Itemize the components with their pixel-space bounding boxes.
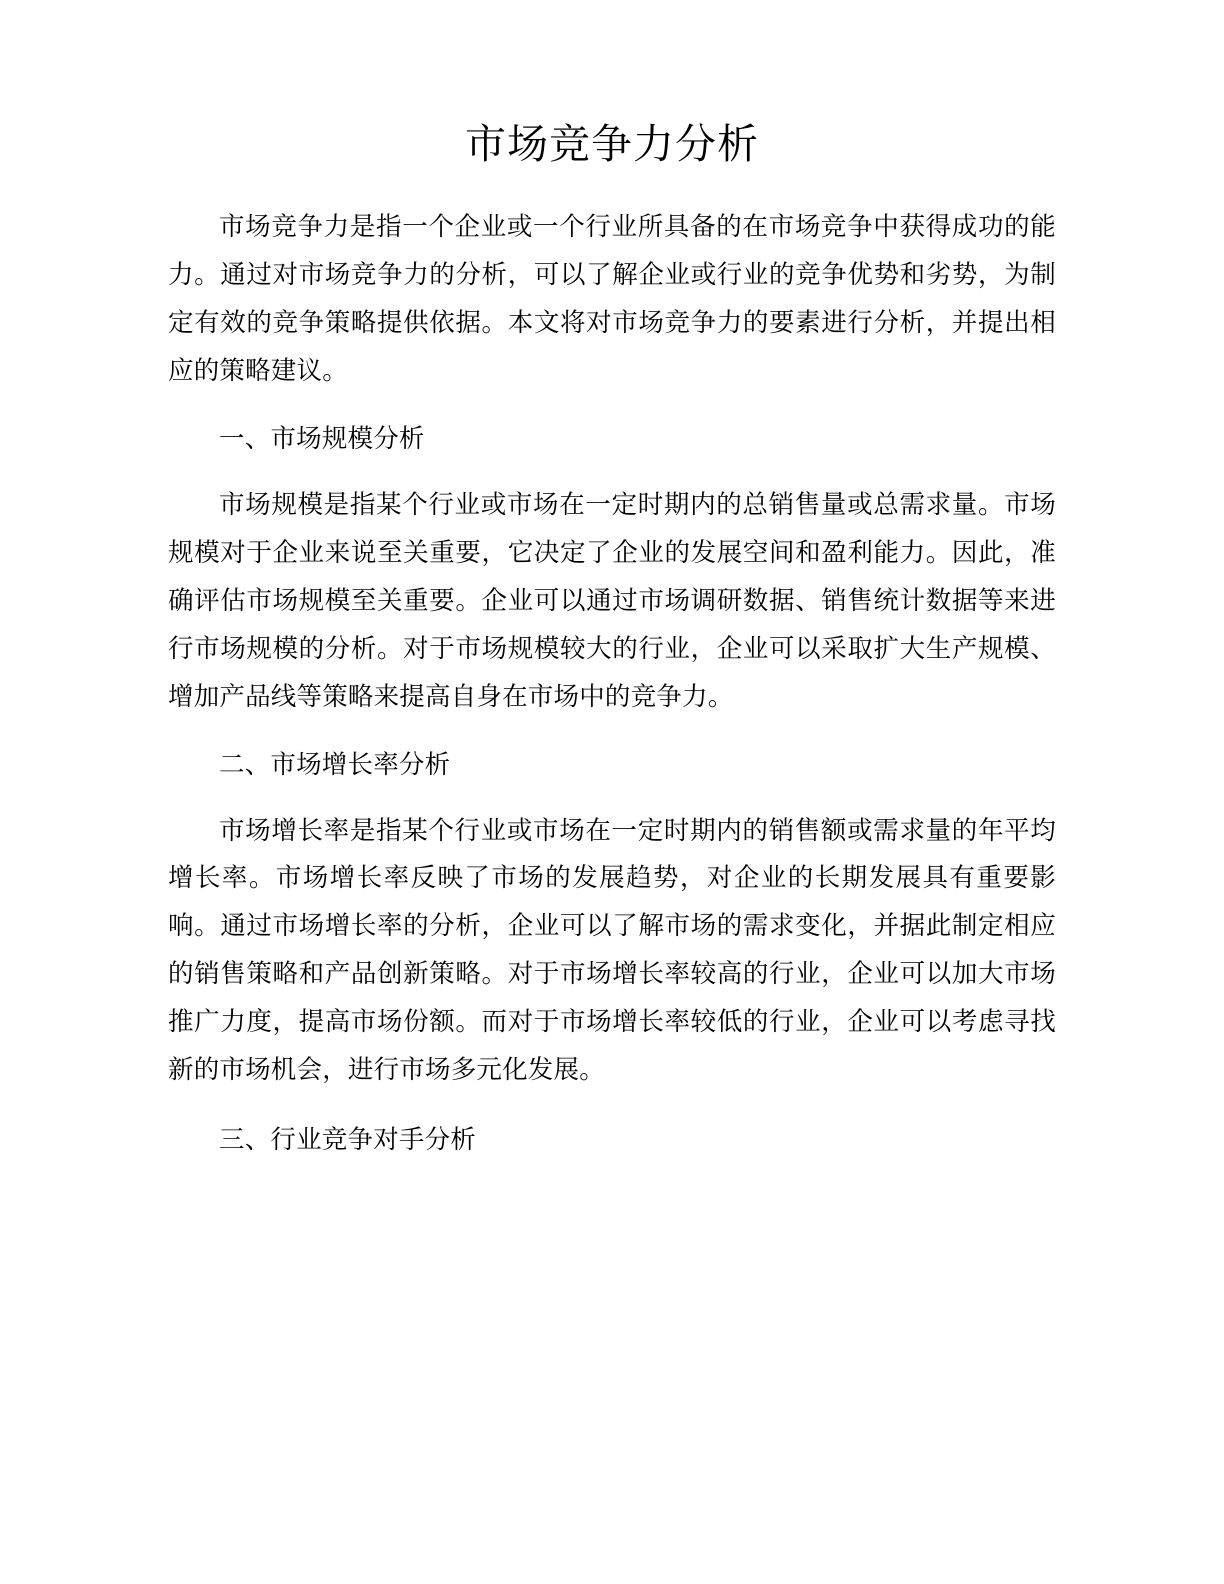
- paragraph-intro: 市场竞争力是指一个企业或一个行业所具备的在市场竞争中获得成功的能力。通过对市场竞争力的分析，可以了解企业或行业的竞争优势和劣势，为制定有效的竞争策略提供依据。本文将对市场竞争力的要素进行分析，并提出相应的策略建议。: [168, 212, 1056, 385]
- paragraph-market-size: 市场规模是指某个行业或市场在一定时期内的总销售量或总需求量。市场规模对于企业来说至关重要，它决定了企业的发展空间和盈利能力。因此，准确评估市场规模至关重要。企业可以通过市场调研数据、销售统计数据等来进行市场规模的分析。对于市场规模较大的行业，企业可以采取扩大生产规模、增加产品线等策略来提高自身在市场中的竞争力。: [168, 489, 1056, 711]
- paragraph-growth-rate: 市场增长率是指某个行业或市场在一定时期内的销售额或需求量的年平均增长率。市场增长率反映了市场的发展趋势，对企业的长期发展具有重要影响。通过市场增长率的分析，企业可以了解市场的需求变化，并据此制定相应的销售策略和产品创新策略。对于市场增长率较高的行业，企业可以加大市场推广力度，提高市场份额。而对于市场增长率较低的行业，企业可以考虑寻找新的市场机会，进行市场多元化发展。: [168, 815, 1056, 1085]
- section-heading-growth-rate: 二、市场增长率分析: [219, 749, 451, 779]
- section-heading-market-size: 一、市场规模分析: [219, 423, 425, 453]
- page-title: 市场竞争力分析: [465, 121, 759, 167]
- section-heading-competitors: 三、行业竞争对手分析: [219, 1125, 477, 1155]
